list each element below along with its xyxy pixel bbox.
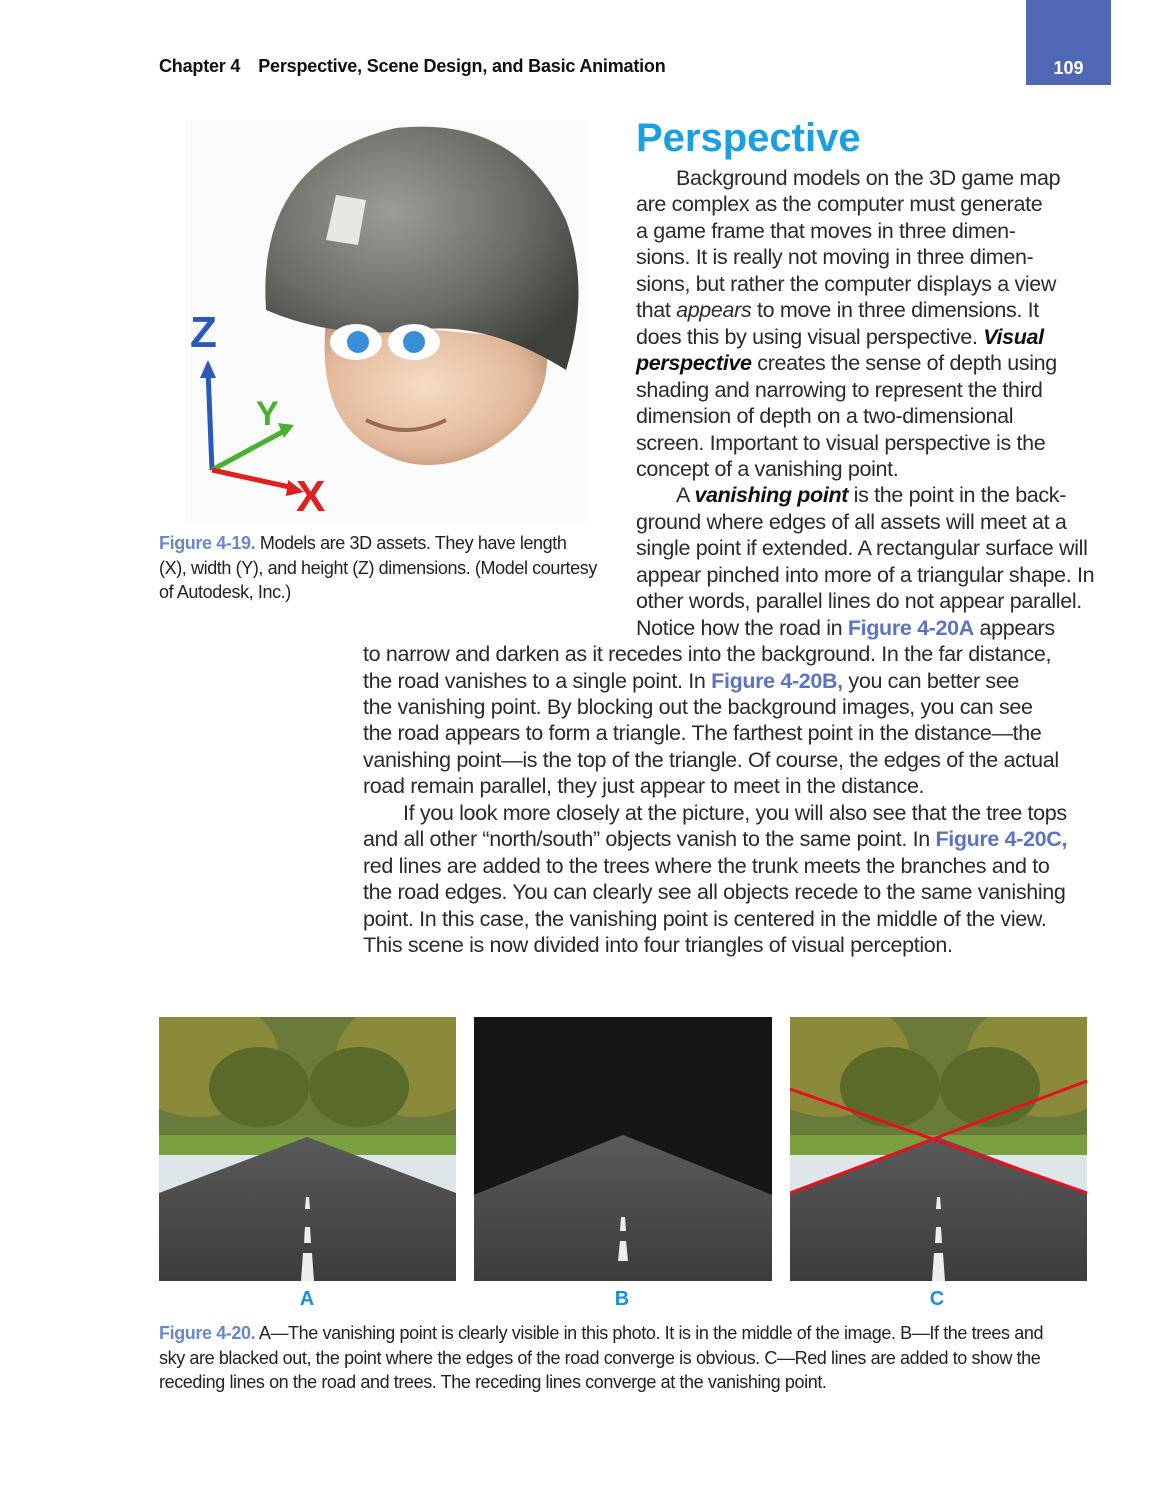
emphasized-term: perspective <box>636 351 752 376</box>
body-text-line <box>363 641 1051 667</box>
text-run: the vanishing point. By blocking out the background images, you can see <box>363 695 1033 719</box>
page-number-tab <box>1026 0 1111 85</box>
body-text-line <box>636 456 898 482</box>
body-text-line <box>363 826 1067 852</box>
text-run: Notice how the road in <box>636 615 848 640</box>
text-run: concept of a vanishing point. <box>636 456 899 481</box>
body-text-line <box>636 377 1043 403</box>
body-text-line <box>636 324 1044 350</box>
figure-4-19-image <box>186 120 586 522</box>
text-run: appears <box>973 615 1055 640</box>
body-text-line <box>636 271 1056 297</box>
text-run: you can better see <box>842 668 1020 693</box>
text-run: the road vanishes to a single point. In <box>363 668 712 693</box>
body-text-line <box>363 747 1059 773</box>
text-run: to move in three dimensions. It <box>751 298 1039 323</box>
figure-reference-link[interactable]: Figure 4-20C, <box>935 827 1068 852</box>
text-run: screen. Important to visual perspective is the <box>636 430 1046 455</box>
text-run: If you look more closely at the picture, you will also see that the tree tops <box>403 800 1067 825</box>
body-text-line <box>403 800 1067 826</box>
body-text-line <box>363 773 924 799</box>
body-text-line <box>363 694 1033 720</box>
text-run: does this by using visual perspective. <box>636 324 984 349</box>
text-run: sions. It is really not moving in three dimen- <box>636 245 1034 270</box>
body-text-line <box>636 588 1082 614</box>
body-text-line <box>636 297 1039 323</box>
body-text-line <box>636 509 1067 535</box>
text-run: vanishing point—is the top of the triangle. Of course, the edges of the actual <box>363 747 1059 772</box>
figure-reference-link[interactable]: Figure 4-20A <box>847 615 974 640</box>
caption-line: sky are blacked out, the point where the edges of the road converge is obvious. C—Red lines are added to show the <box>159 1347 1041 1368</box>
caption-line: Models are 3D assets. They have length <box>259 533 567 553</box>
text-run: sions, but rather the computer displays a view <box>636 271 1057 296</box>
figure-reference-link[interactable]: Figure 4-20B, <box>711 668 843 693</box>
x-axis-label: X <box>296 472 326 521</box>
body-text-line <box>636 562 1094 588</box>
panel-label-b: B <box>614 1288 630 1310</box>
caption-line: (X), width (Y), and height (Z) dimensions. (Model courtesy <box>159 557 597 578</box>
text-run: is the point in the back- <box>848 483 1067 508</box>
emphasized-term: vanishing point <box>694 483 849 508</box>
text-run: dimension of depth on a two-dimensional <box>636 404 1014 429</box>
text-run: are complex as the computer must generate <box>636 192 1043 217</box>
text-run: shading and narrowing to represent the third <box>636 377 1043 402</box>
panel-label-c: C <box>929 1288 945 1310</box>
text-run: road remain parallel, they just appear to meet in the distance. <box>363 774 925 799</box>
body-text-line <box>636 403 1013 429</box>
emphasized-term: Visual <box>983 324 1044 349</box>
figure-4-20b-photo <box>474 1017 772 1281</box>
figure-4-20c-photo <box>790 1017 1087 1281</box>
text-run: and all other “north/south” objects vanish to the same point. In <box>363 827 936 852</box>
body-text-line <box>676 482 1066 508</box>
panel-label-a: A <box>299 1288 315 1310</box>
body-text-line <box>636 535 1088 561</box>
caption-line: of Autodesk, Inc.) <box>159 582 291 602</box>
body-text-line <box>636 191 1042 217</box>
text-run: the road appears to form a triangle. The farthest point in the distance—the <box>363 721 1042 746</box>
figure-label: Figure 4-20. <box>159 1323 256 1343</box>
emphasized-term: appears <box>676 298 752 323</box>
text-run: Background models on the 3D game map <box>676 166 1061 190</box>
body-text-line <box>363 879 1065 905</box>
z-axis-label: Z <box>190 308 217 357</box>
chapter-number: Chapter 4 <box>159 56 241 76</box>
body-text-line <box>636 350 1057 376</box>
text-run: to narrow and darken as it recedes into the background. In the far distance, <box>363 642 1052 667</box>
figure-4-19-caption <box>159 531 609 605</box>
chapter-title: Perspective, Scene Design, and Basic Animation <box>258 56 666 76</box>
text-run: single point if extended. A rectangular surface will <box>636 536 1088 561</box>
text-run: red lines are added to the trees where the trunk meets the branches and to <box>363 853 1050 878</box>
text-run: that <box>636 298 677 323</box>
section-heading: Perspective <box>636 116 861 160</box>
text-run: the road edges. You can clearly see all objects recede to the same vanishing <box>363 880 1066 905</box>
text-run: point. In this case, the vanishing point is centered in the middle of the view. <box>363 906 1047 931</box>
page-number: 109 <box>1053 58 1084 78</box>
body-text-line <box>363 906 1046 932</box>
body-text-line <box>363 720 1042 746</box>
text-run: ground where edges of all assets will meet at a <box>636 509 1067 534</box>
body-text-line <box>363 932 953 958</box>
figure-4-20a-photo <box>159 1017 456 1281</box>
body-text-line <box>636 430 1045 456</box>
text-run: This scene is now divided into four triangles of visual perception. <box>363 933 953 958</box>
figure-4-20-caption <box>159 1321 1089 1395</box>
body-text-line <box>636 615 1055 641</box>
body-text-line <box>636 244 1033 270</box>
body-text-line <box>363 668 1019 694</box>
text-run: a game frame that moves in three dimen- <box>636 218 1016 243</box>
caption-line: A—The vanishing point is clearly visible in this photo. It is in the middle of the image. B—If the trees and <box>258 1323 1044 1343</box>
body-text-line <box>676 165 1060 191</box>
text-run: other words, parallel lines do not appear parallel. <box>636 589 1082 614</box>
body-text-line <box>363 853 1049 879</box>
text-run: appear pinched into more of a triangular shape. In <box>636 562 1095 587</box>
text-run: creates the sense of depth using <box>751 351 1057 376</box>
body-text-line <box>636 218 1016 244</box>
caption-line: receding lines on the road and trees. The receding lines converge at the vanishing point. <box>159 1372 827 1392</box>
y-axis-label: Y <box>256 395 279 433</box>
running-head <box>159 56 666 77</box>
text-run: A <box>676 483 695 508</box>
figure-label: Figure 4-19. <box>159 533 256 553</box>
